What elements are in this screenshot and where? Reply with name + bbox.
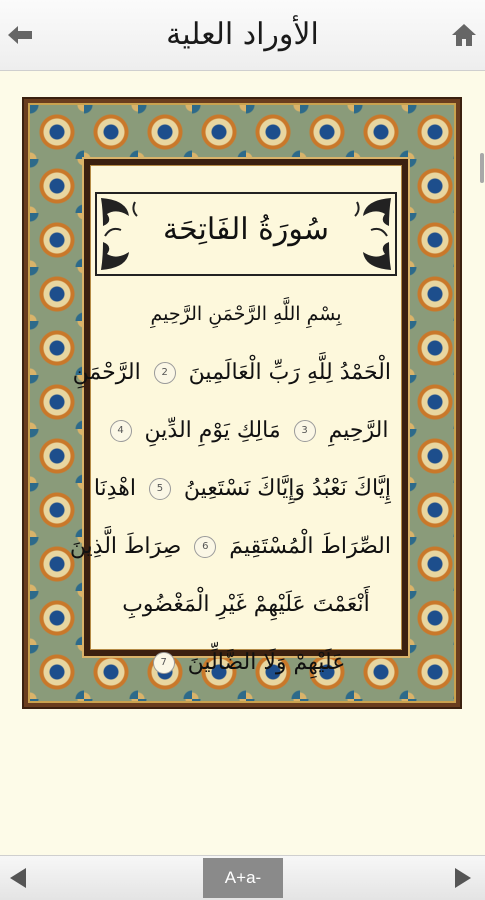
verse-line xyxy=(101,634,391,692)
verse-number-badge: 4 xyxy=(110,420,132,442)
verse-line xyxy=(93,460,391,518)
ornamental-frame xyxy=(22,97,462,709)
app-title: الأوراد العلية xyxy=(166,17,319,52)
verse-text: الرَّحِيمِ xyxy=(321,418,389,443)
back-arrow-icon[interactable] xyxy=(6,22,34,48)
surah-title: سُورَةُ الفَاتِحَة xyxy=(163,212,329,247)
verse-text: عَلَيْهِمْ وَلَا الضَّالِّينَ xyxy=(180,650,346,675)
verse-text: الصِّرَاطَ الْمُسْتَقِيمَ xyxy=(222,534,391,559)
verse-number-badge: 6 xyxy=(194,536,216,558)
top-bar xyxy=(0,0,485,71)
verse-number-badge: 5 xyxy=(149,478,171,500)
verse-text: الْحَمْدُ لِلَّهِ رَبِّ الْعَالَمِينَ xyxy=(181,360,391,385)
font-size-button[interactable]: A+a- xyxy=(203,858,283,898)
scroll-indicator[interactable] xyxy=(480,153,484,183)
next-arrow-icon[interactable] xyxy=(451,866,475,890)
verse-line xyxy=(101,576,391,634)
verse-text: الرَّحْمَنِ xyxy=(72,360,148,385)
bottom-bar xyxy=(0,855,485,900)
inner-frame xyxy=(69,157,410,675)
basmala-line xyxy=(101,284,391,344)
verse-number-badge: 3 xyxy=(294,420,316,442)
quran-page xyxy=(0,71,485,856)
prev-arrow-icon[interactable] xyxy=(6,866,30,890)
home-icon[interactable] xyxy=(451,22,477,48)
surah-header xyxy=(95,192,397,276)
verse-text: مَالِكِ يَوْمِ الدِّينِ xyxy=(137,418,288,443)
verse-line xyxy=(72,344,391,402)
verse-text: صِرَاطَ الَّذِينَ xyxy=(69,534,189,559)
verse-text: اهْدِنَا xyxy=(93,476,143,501)
verses-block xyxy=(69,284,391,692)
verse-text: إِيَّاكَ نَعْبُدُ وَإِيَّاكَ نَسْتَعِينُ xyxy=(176,476,391,501)
verse-line xyxy=(69,518,391,576)
verse-line xyxy=(101,402,391,460)
text-panel xyxy=(69,165,402,675)
verse-text: أَنْعَمْتَ عَلَيْهِمْ غَيْرِ الْمَغْضُوبِ xyxy=(122,592,370,617)
basmala-text: بِسْمِ اللَّهِ الرَّحْمَنِ الرَّحِيمِ xyxy=(150,303,342,325)
verse-number-badge: 7 xyxy=(153,652,175,674)
verse-number-badge: 2 xyxy=(154,362,176,384)
